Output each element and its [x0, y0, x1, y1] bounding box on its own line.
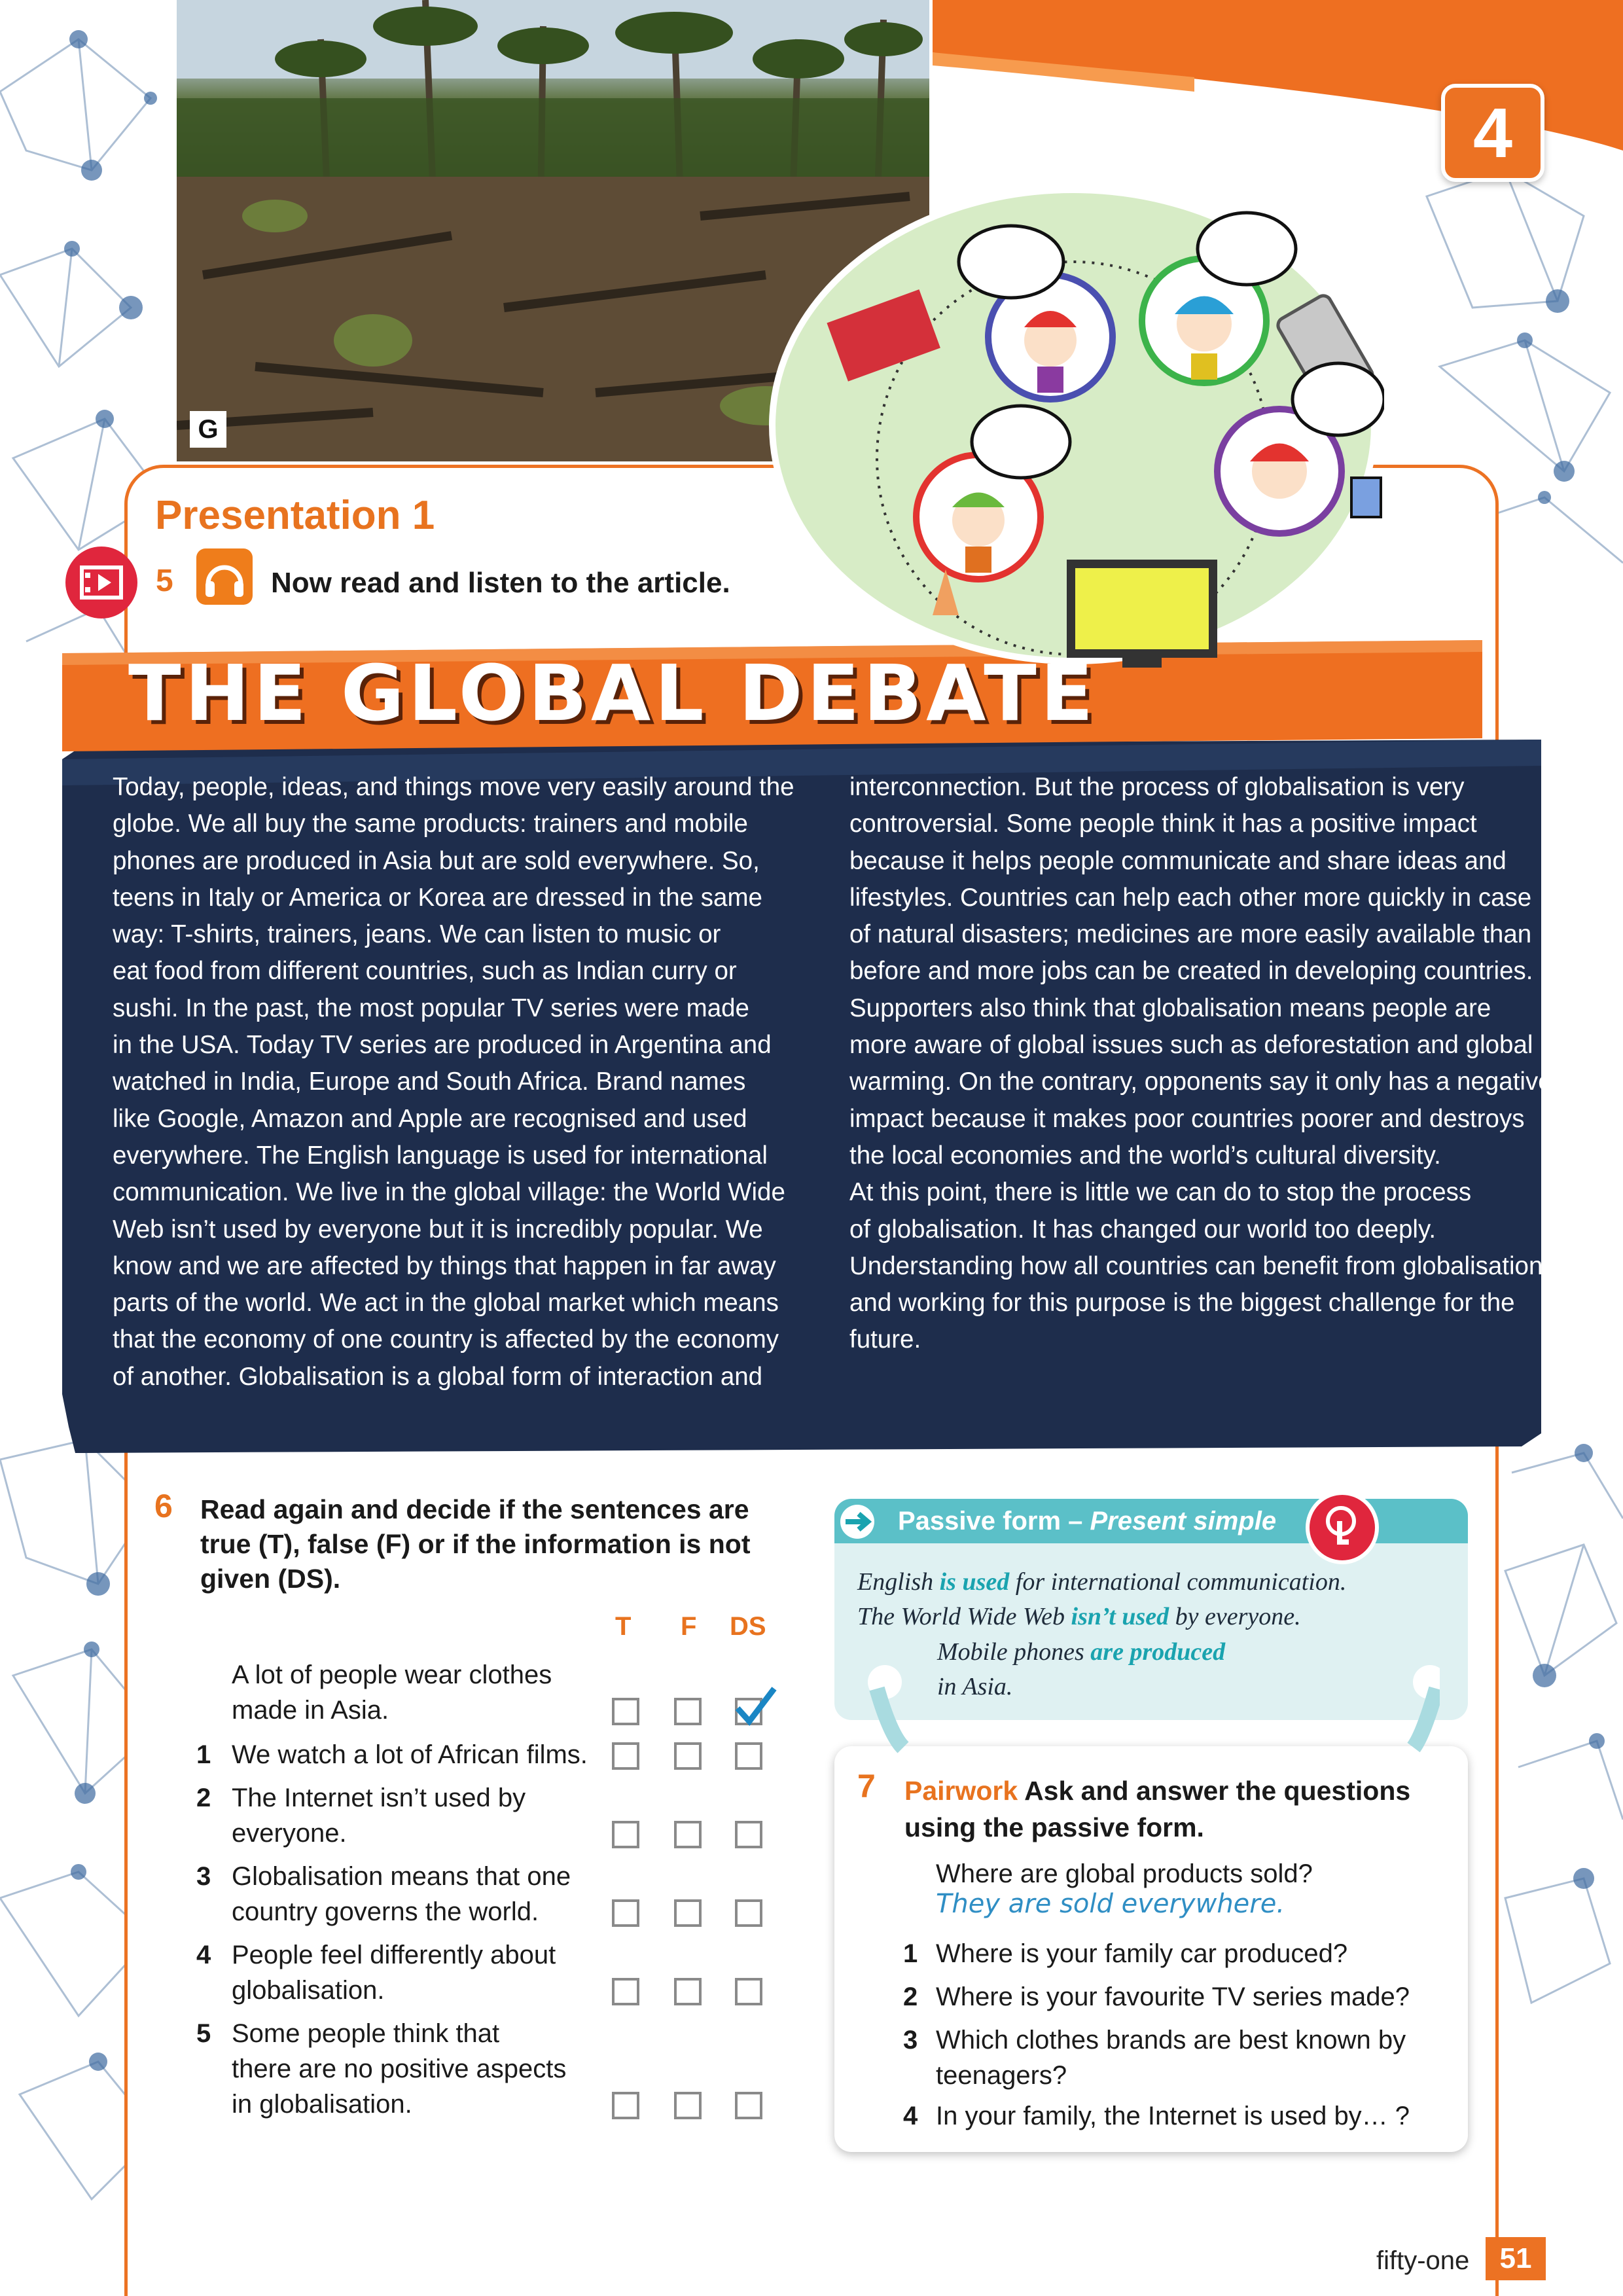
exercise-7-instruction: Pairwork Ask and answer the questions using the passive form. [904, 1776, 1411, 1842]
article-line: lifestyles. Countries can help each other more quickly in case [849, 883, 1532, 912]
statement-number: 2 [196, 1784, 211, 1812]
question-line: Where is your family car produced? [936, 1939, 1348, 1968]
article-line: watched in India, Europe and South Africa. Brand names [113, 1067, 746, 1096]
article-line: At this point, there is little we can do to stop the process [849, 1178, 1472, 1207]
statement-number: 4 [196, 1941, 211, 1969]
article-line: more aware of global issues such as deforestation and global [849, 1031, 1533, 1060]
question-text [936, 1979, 1459, 2015]
touch-icon[interactable] [1306, 1491, 1379, 1564]
article-line: of globalisation. It has changed our world too deeply. [849, 1215, 1436, 1244]
unit-number-badge: 4 [1441, 84, 1544, 182]
article-line: interconnection. But the process of globalisation is very [849, 773, 1465, 801]
article-line: in the USA. Today TV series are produced in Argentina and [113, 1031, 772, 1060]
answer-checkbox-f[interactable] [674, 1821, 702, 1848]
answer-checkbox-f[interactable] [674, 2092, 702, 2119]
statement-text [232, 1937, 651, 2008]
exercise-6-instruction: Read again and decide if the sentences are true (T), false (F) or if the information is not given (DS). [200, 1494, 751, 1594]
grammar-example-line: English is used for international communication. [857, 1568, 1347, 1596]
arrow-right-icon [836, 1502, 878, 1541]
article-line: of natural disasters; medicines are more easily available than [849, 920, 1532, 949]
statement-line: Globalisation means that one [232, 1862, 571, 1891]
statement-line: A lot of people wear clothes [232, 1660, 552, 1689]
article-line: Supporters also think that globalisation means people are [849, 994, 1491, 1022]
question-line: teenagers? [936, 2061, 1067, 2090]
statement-text [232, 1737, 651, 1772]
article-line: globe. We all buy the same products: trainers and mobile [113, 810, 748, 838]
article-line: that the economy of one country is affected by the economy [113, 1325, 779, 1354]
article-line: Web isn’t used by everyone but it is incredibly popular. We [113, 1215, 763, 1244]
statement-line: country governs the world. [232, 1897, 539, 1926]
photo-g-label: G [190, 411, 226, 448]
statement-line: People feel differently about [232, 1941, 556, 1969]
article-line: like Google, Amazon and Apple are recognised and used [113, 1104, 747, 1133]
question-number: 1 [903, 1939, 918, 1968]
question-line: In your family, the Internet is used by… ? [936, 2102, 1410, 2130]
article-line: everywhere. The English language is used for international [113, 1141, 768, 1170]
article-line: Today, people, ideas, and things move very easily around the [113, 773, 794, 801]
article-line: because it helps people communicate and share ideas and [849, 846, 1507, 875]
statement-line: We watch a lot of African films. [232, 1740, 588, 1769]
question-line: Where is your favourite TV series made? [936, 1982, 1410, 2011]
article-right-column [849, 769, 1556, 1359]
statement-text [232, 1859, 651, 1929]
exercise-7-number: 7 [857, 1768, 876, 1804]
answer-checkbox-f[interactable] [674, 1978, 702, 2005]
article-line: eat food from different countries, such as Indian curry or [113, 957, 737, 986]
answer-checkbox-t[interactable] [612, 1698, 639, 1725]
article-line: future. [849, 1325, 921, 1354]
answer-checkbox-ds[interactable] [735, 2092, 762, 2119]
grammar-example-line: in Asia. [937, 1673, 1013, 1700]
statement-line: made in Asia. [232, 1696, 389, 1725]
page-number: 51 [1486, 2237, 1546, 2280]
exercise-5-instruction: Now read and listen to the article. [271, 567, 730, 599]
answer-checkbox-ds[interactable] [735, 1899, 762, 1927]
statement-line: Some people think that [232, 2019, 500, 2048]
answer-checkbox-t[interactable] [612, 1899, 639, 1927]
answer-checkbox-f[interactable] [674, 1698, 702, 1725]
column-true: T [615, 1612, 632, 1641]
answer-checkbox-f[interactable] [674, 1742, 702, 1770]
exercise-6-number: 6 [154, 1488, 173, 1524]
statement-text [232, 2016, 651, 2122]
article-line: parts of the world. We act in the global market which means [113, 1289, 779, 1318]
question-text [936, 1936, 1459, 1971]
headphones-icon[interactable] [196, 548, 253, 605]
statement-line: in globalisation. [232, 2090, 412, 2119]
answer-checkbox-ds[interactable] [735, 1978, 762, 2005]
presentation-title: Presentation 1 [155, 493, 435, 538]
question-number: 4 [903, 2102, 918, 2130]
answer-checkbox-t[interactable] [612, 1742, 639, 1770]
article-line: impact because it makes poor countries poorer and destroys [849, 1104, 1525, 1133]
column-false: F [681, 1612, 697, 1641]
article-line: know and we are affected by things that happen in far away [113, 1251, 776, 1280]
question-text [936, 2022, 1459, 2093]
article-line: before and more jobs can be created in developing countries. [849, 957, 1533, 986]
statement-text [232, 1780, 651, 1851]
article-line: communication. We live in the global village: the World Wide [113, 1178, 785, 1207]
pairwork-label: Pairwork [904, 1776, 1018, 1806]
statement-number: 1 [196, 1740, 211, 1769]
column-does-not-say: DS [730, 1612, 766, 1641]
answer-checkbox-ds[interactable] [735, 1742, 762, 1770]
statement-number: 3 [196, 1862, 211, 1891]
article-line: the local economies and the world’s cultural diversity. [849, 1141, 1441, 1170]
article-line: controversial. Some people think it has a positive impact [849, 810, 1477, 838]
article-line: and working for this purpose is the biggest challenge for the [849, 1289, 1515, 1318]
answer-checkbox-ds[interactable] [735, 1821, 762, 1848]
statement-text [232, 1657, 651, 1728]
video-icon[interactable] [65, 547, 137, 619]
statement-line: The Internet isn’t used by [232, 1784, 526, 1812]
article-line: phones are produced in Asia but are sold everywhere. So, [113, 846, 760, 875]
article-line: Understanding how all countries can benefit from globalisation [849, 1251, 1543, 1280]
statement-line: everyone. [232, 1819, 347, 1848]
example-answer: They are sold everywhere. [936, 1889, 1285, 1919]
question-text [936, 2098, 1459, 2134]
statement-number: 5 [196, 2019, 211, 2048]
statement-line: globalisation. [232, 1976, 385, 2005]
answer-checkbox-t[interactable] [612, 1978, 639, 2005]
grammar-example-line: Mobile phones are produced [937, 1638, 1226, 1666]
grammar-title: Passive form – Present simple [898, 1507, 1277, 1535]
answer-checkbox-t[interactable] [612, 2092, 639, 2119]
article-left-column [113, 769, 813, 1395]
article-line: teens in Italy or America or Korea are dressed in the same [113, 883, 762, 912]
grammar-example-line: The World Wide Web isn’t used by everyone. [857, 1603, 1301, 1630]
answer-checkbox-t[interactable] [612, 1821, 639, 1848]
article-line: way: T-shirts, trainers, jeans. We can listen to music or [113, 920, 721, 949]
question-number: 2 [903, 1982, 918, 2011]
article-line: warming. On the contrary, opponents say it only has a negative [849, 1067, 1552, 1096]
statement-line: there are no positive aspects [232, 2054, 567, 2083]
article-line: of another. Globalisation is a global form of interaction and [113, 1362, 763, 1391]
grammar-ribbon-tabs [864, 1662, 1440, 1754]
checkmark-icon [732, 1685, 778, 1731]
communication-illustration [762, 164, 1384, 668]
article-line: sushi. In the past, the most popular TV series were made [113, 994, 749, 1022]
exercise-5-number: 5 [156, 564, 173, 598]
article-title: THE GLOBAL DEBATE [128, 648, 1097, 738]
answer-checkbox-f[interactable] [674, 1899, 702, 1927]
page-number-word: fifty-one [1376, 2246, 1470, 2275]
question-number: 3 [903, 2026, 918, 2054]
question-line: Which clothes brands are best known by [936, 2026, 1406, 2054]
